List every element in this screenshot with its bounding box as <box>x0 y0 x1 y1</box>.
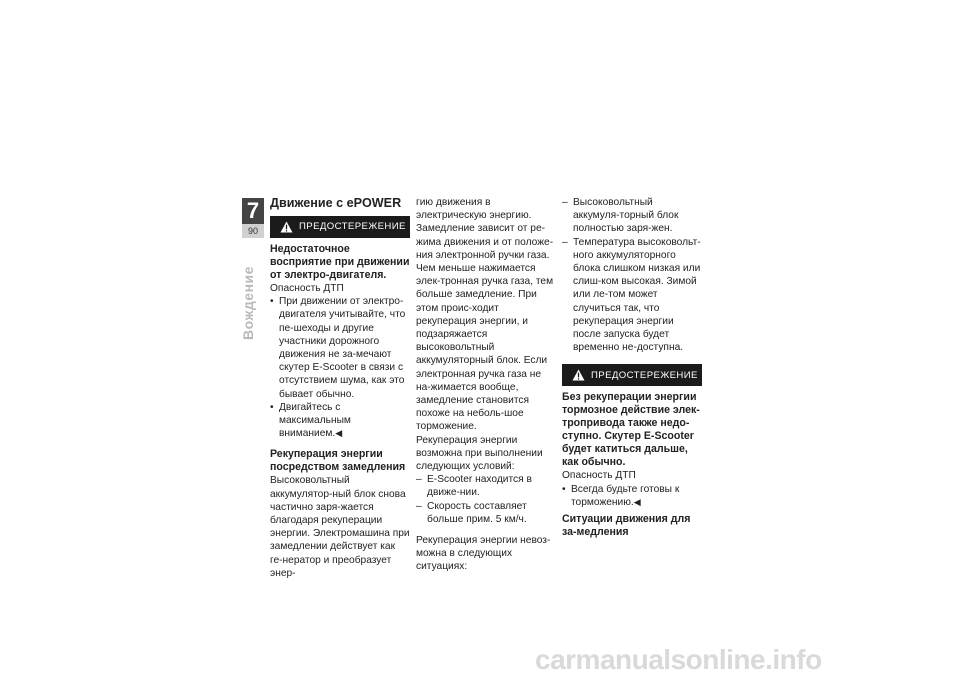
list-item: • Двигайтесь с максимальным вниманием.◀ <box>270 401 351 440</box>
column-1 <box>270 196 410 580</box>
sub-heading: Рекуперация энергии посредством замедления <box>270 448 406 474</box>
list-item: • Всегда будьте готовы к торможению.◀ <box>562 483 680 508</box>
list-item: – Скорость составляет больше прим. 5 км/ч. <box>416 500 527 525</box>
warning-triangle-icon <box>280 221 293 233</box>
warning-triangle-icon <box>572 369 585 381</box>
warning-banner <box>562 364 702 386</box>
hazard-text: Опасность ДТП <box>562 470 636 482</box>
warning-label: ПРЕДОСТЕРЕЖЕНИЕ <box>299 221 406 233</box>
paragraph: гию движения в электрическую энергию. <box>416 197 532 222</box>
end-marker: ◀ <box>335 428 343 439</box>
paragraph: Высоковольтный аккумулятор-ный блок снова частично заря-жается благодаря рекуперации энергии. Электромашина при замедлении действует как ге-нератор и преобразует энер- <box>270 475 410 579</box>
list-item: • При движении от электро-двигателя учитывайте, что пе-шеходы и другие участники дорожного движения не за-мечают скутер E-Scooter в связи с отсутствием шума, как это бывает обычно. <box>270 296 406 400</box>
paragraph: Рекуперация энергии невоз-можна в следующих ситуациях: <box>416 535 551 573</box>
paragraph: Замедление зависит от ре-жима движения и от положе-ния электронной ручки газа. Чем меньше нажимается элек-тронная ручка газа, тем больше замедление. При этом проис-ходит рекуперация энергии, и подзаряжается высоковольтный аккумуляторный блок. Если электронная ручка газа не на-жимается вообще, замедление становится похоже на неболь-шое торможение. <box>416 223 554 433</box>
column-3 <box>562 196 702 539</box>
paragraph: Рекуперация энергии возможна при выполнении следующих условий: <box>416 434 543 473</box>
section-label: Вождение <box>240 266 256 340</box>
warning-banner <box>270 216 410 238</box>
warning-label: ПРЕДОСТЕРЕЖЕНИЕ <box>591 369 698 381</box>
list-item: – Температура высоковольт-ного аккумуляторного блока слишком низкая или слиш-ком высокая. Зимой или ле-том может случиться так, что рекуперация энергии после запуска будет временно не-доступна. <box>562 236 701 354</box>
chapter-tab <box>242 198 264 238</box>
hazard-text: Опасность ДТП <box>270 283 344 294</box>
watermark: carmanualsonline.info <box>535 644 822 675</box>
warning-heading: Недостаточное восприятие при движении от электро-двигателя. <box>270 243 410 281</box>
list-item: – E-Scooter находится в движе-нии. <box>416 474 532 499</box>
sub-heading: Ситуации движения для за-медления <box>562 513 691 539</box>
column-2 <box>416 196 554 574</box>
warning-heading: Без рекуперации энергии тормозное действие элек-тропривода также недо-ступно. Скутер E-Scooter будет катиться дальше, как обычно. <box>562 391 700 469</box>
end-marker: ◀ <box>633 496 641 507</box>
list-item: – Высоковольтный аккумуля-торный блок полностью заря-жен. <box>562 197 679 235</box>
chapter-number: 7 <box>242 198 264 224</box>
page-title: Движение с ePOWER <box>270 196 402 210</box>
page-number: 90 <box>242 224 264 238</box>
